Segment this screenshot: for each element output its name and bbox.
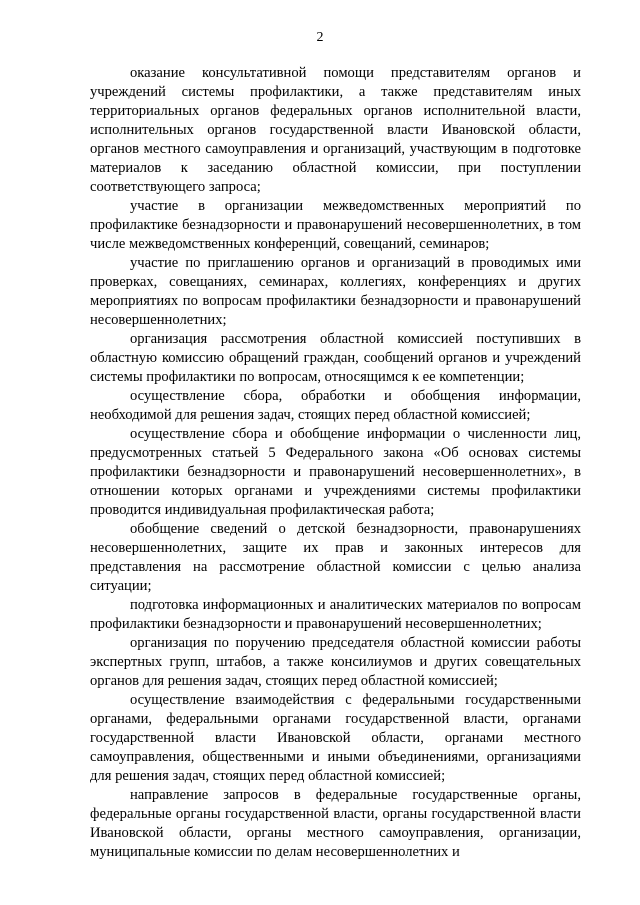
paragraph: осуществление взаимодействия с федеральными государственными органами, федеральными органами государственной власти, органами государственной власти Ивановской области, органами местного самоуправления, общественными и иными объединениями, организациями для решения задач, стоящих перед областной комиссией; [90,692,581,784]
paragraph: осуществление сбора и обобщение информации о численности лиц, предусмотренных статьей 5 Федерального закона «Об основах системы профилактики безнадзорности и правонарушений несовершеннолетних», в отношении которых органами и учреждениями системы профилактики проводится индивидуальная профилактическая работа; [90,426,581,518]
paragraph: участие по приглашению органов и организаций в проводимых ими проверках, совещаниях, семинарах, коллегиях, конференциях и других мероприятиях по вопросам профилактики безнадзорности и правонарушений несовершеннолетних; [90,255,581,328]
paragraph: организация по поручению председателя областной комиссии работы экспертных групп, штабов, а также консилиумов и других совещательных органов для решения задач, стоящих перед областной комиссией; [90,635,581,689]
page-number: 2 [316,30,324,45]
paragraph: подготовка информационных и аналитических материалов по вопросам профилактики безнадзорности и правонарушений несовершеннолетних; [90,597,581,632]
paragraph: участие в организации межведомственных мероприятий по профилактике безнадзорности и правонарушений несовершеннолетних, в том числе межведомственных конференций, совещаний, семинаров; [90,198,581,252]
paragraph: оказание консультативной помощи представителям органов и учреждений системы профилактики, а также представителям иных территориальных органов федеральных органов исполнительной власти, исполнительных органов государственной власти Ивановской области, органов местного самоуправления и организаций, участвующим в подготовке материалов к заседанию областной комиссии, при поступлении соответствующего запроса; [90,65,581,195]
paragraph: обобщение сведений о детской безнадзорности, правонарушениях несовершеннолетних, защите их прав и законных интересов для представления на рассмотрение областной комиссии с целью анализа ситуации; [90,521,581,594]
paragraph: осуществление сбора, обработки и обобщения информации, необходимой для решения задач, стоящих перед областной комиссией; [90,388,581,423]
paragraph: организация рассмотрения областной комиссией поступивших в областную комиссию обращений граждан, сообщений органов и учреждений системы профилактики по вопросам, относящимся к ее компетенции; [90,331,581,385]
document-body [90,64,581,862]
paragraph: направление запросов в федеральные государственные органы, федеральные органы государственной власти, органы государственной власти Ивановской области, органы местного самоуправления, организации, муниципальные комиссии по делам несовершеннолетних и [90,787,581,860]
